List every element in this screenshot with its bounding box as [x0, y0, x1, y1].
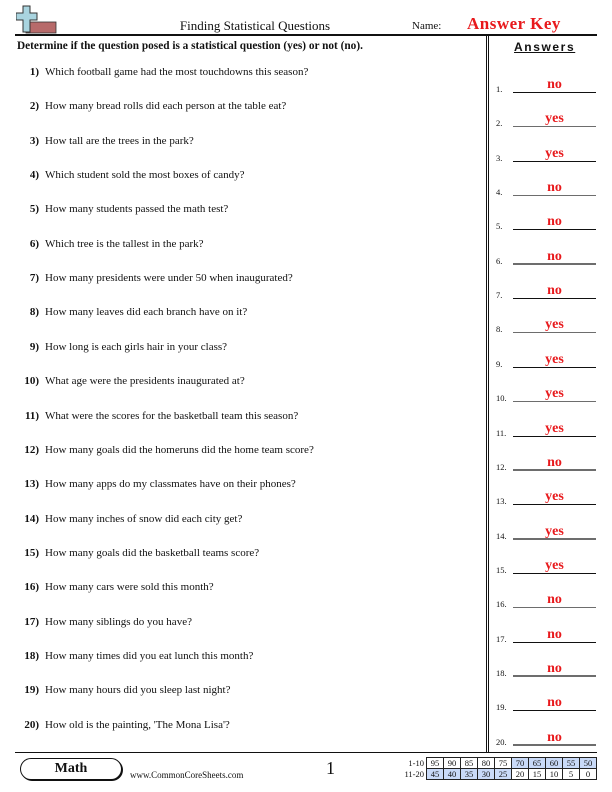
score-cell: 45	[427, 769, 444, 780]
question-number: 14)	[24, 512, 39, 525]
answer-number: 3.	[496, 152, 503, 163]
answer-number: 7.	[496, 290, 503, 301]
question-item	[0, 203, 480, 219]
score-cell: 70	[512, 758, 529, 769]
worksheet-title: Finding Statistical Questions	[179, 18, 331, 33]
score-table	[398, 757, 597, 780]
score-cell: 15	[529, 769, 546, 780]
answer-value: no	[547, 626, 562, 642]
question-item	[0, 581, 480, 597]
answer-number: 18.	[496, 667, 507, 678]
answer-value: no	[547, 454, 562, 470]
answer-number: 20.	[496, 736, 507, 747]
score-range-label: 1-10	[408, 758, 424, 768]
question-number: 18)	[24, 649, 39, 662]
score-cell: 25	[495, 769, 512, 780]
score-range-label: 11-20	[404, 769, 424, 779]
question-number: 17)	[24, 615, 39, 628]
score-cell: 40	[444, 769, 461, 780]
answer-item	[492, 281, 602, 301]
score-cell: 0	[580, 769, 597, 780]
answer-value: no	[547, 77, 562, 92]
question-text: How many bread rolls did each person at the table eat?	[45, 100, 287, 113]
subject-badge: Math	[20, 758, 122, 780]
question-number: 15)	[24, 546, 39, 559]
score-cell: 90	[444, 758, 461, 769]
answer-number: 8.	[496, 324, 503, 335]
score-cell: 10	[546, 769, 563, 780]
answer-number: 13.	[496, 496, 507, 507]
question-item	[0, 169, 480, 185]
question-number: 7)	[29, 272, 39, 285]
answer-number: 6.	[496, 255, 503, 266]
question-item	[0, 135, 480, 151]
question-item	[0, 513, 480, 529]
question-item	[0, 478, 480, 494]
score-cell: 60	[546, 758, 563, 769]
score-cell: 5	[563, 769, 580, 780]
answer-value: yes	[545, 386, 564, 402]
answer-value: no	[547, 248, 562, 264]
answer-number: 11.	[496, 427, 507, 438]
answer-value: yes	[545, 489, 564, 505]
question-text: How many leaves did each branch have on it?	[45, 306, 248, 319]
answer-value: no	[547, 592, 562, 608]
answer-number: 9.	[496, 358, 503, 369]
answer-number: 12.	[496, 461, 507, 472]
question-item	[0, 719, 480, 735]
question-number: 1)	[29, 66, 39, 78]
question-item	[0, 684, 480, 700]
question-text: Which student sold the most boxes of candy?	[45, 169, 245, 182]
question-item	[0, 616, 480, 632]
footer-divider	[15, 752, 597, 753]
score-row	[398, 769, 597, 780]
question-number: 11)	[24, 409, 39, 422]
question-text: How many hours did you sleep last night?	[45, 684, 231, 697]
answer-value: yes	[545, 420, 564, 436]
answer-number: 5.	[496, 221, 503, 232]
answer-item	[492, 384, 602, 404]
answer-value: yes	[545, 317, 564, 333]
question-number: 12)	[24, 443, 39, 456]
answer-item	[492, 728, 602, 748]
answer-item	[492, 315, 602, 335]
question-text: How many students passed the math test?	[45, 203, 229, 216]
answer-number: 14.	[496, 530, 507, 541]
answer-item	[492, 178, 602, 198]
question-text: What were the scores for the basketball team this season?	[45, 409, 299, 422]
answer-item	[492, 590, 602, 610]
question-text: How many times did you eat lunch this month?	[45, 649, 254, 662]
answer-number: 19.	[496, 702, 507, 713]
question-item	[0, 410, 480, 426]
answer-item	[492, 109, 602, 129]
score-cell: 75	[495, 758, 512, 769]
question-item	[0, 306, 480, 322]
answer-item	[492, 556, 602, 576]
answer-item	[492, 453, 602, 473]
score-cell: 30	[478, 769, 495, 780]
question-number: 10)	[24, 375, 39, 388]
instructions: Determine if the question posed is a statistical question (yes) or not (no).	[17, 40, 363, 52]
answer-value: no	[547, 695, 562, 711]
answer-item	[492, 487, 602, 507]
question-text: Which tree is the tallest in the park?	[45, 237, 204, 250]
score-cell: 95	[427, 758, 444, 769]
question-item	[0, 66, 480, 82]
answer-value: yes	[545, 145, 564, 161]
answer-value: yes	[545, 523, 564, 539]
answer-number: 17.	[496, 633, 507, 644]
answer-item	[492, 625, 602, 645]
answer-value: no	[547, 214, 562, 230]
header-divider	[15, 34, 597, 36]
score-cell: 80	[478, 758, 495, 769]
question-number: 13)	[24, 478, 39, 491]
score-cell: 85	[461, 758, 478, 769]
question-item	[0, 341, 480, 357]
answer-value: yes	[545, 111, 564, 127]
question-item	[0, 272, 480, 288]
answers-title: Answers	[514, 40, 576, 54]
answer-item	[492, 75, 602, 95]
answer-item	[492, 144, 602, 164]
column-divider	[486, 36, 489, 752]
question-text: How many inches of snow did each city get?	[45, 512, 243, 525]
question-item	[0, 547, 480, 563]
answer-number: 1.	[496, 84, 503, 94]
answer-item	[492, 522, 602, 542]
question-text: How old is the painting, 'The Mona Lisa'?	[45, 718, 230, 731]
question-text: How many siblings do you have?	[45, 615, 192, 628]
answer-item	[492, 212, 602, 232]
question-text: How many cars were sold this month?	[45, 581, 214, 594]
score-cell: 50	[580, 758, 597, 769]
score-cell: 20	[512, 769, 529, 780]
answer-item	[492, 350, 602, 370]
answer-value: no	[547, 660, 562, 676]
question-text: How many apps do my classmates have on their phones?	[45, 478, 296, 491]
name-value-answer-key: Answer Key	[467, 14, 561, 33]
answer-item	[492, 693, 602, 713]
question-number: 3)	[29, 134, 39, 147]
score-cell: 65	[529, 758, 546, 769]
question-text: What age were the presidents inaugurated at?	[45, 375, 245, 388]
page-number: 1	[326, 758, 335, 778]
question-item	[0, 238, 480, 254]
question-text: How many presidents were under 50 when inaugurated?	[45, 272, 293, 285]
answer-value: no	[547, 283, 562, 299]
question-item	[0, 444, 480, 460]
question-number: 19)	[24, 684, 39, 697]
answer-number: 4.	[496, 187, 503, 198]
answer-value: no	[547, 180, 562, 196]
answer-number: 2.	[496, 118, 503, 129]
question-item	[0, 375, 480, 391]
question-number: 9)	[29, 340, 39, 353]
answer-value: yes	[545, 351, 564, 367]
answer-item	[492, 659, 602, 679]
answer-item	[492, 247, 602, 267]
score-cell: 55	[563, 758, 580, 769]
answer-item	[492, 419, 602, 439]
answer-value: no	[547, 729, 562, 745]
question-number: 16)	[24, 581, 39, 594]
question-number: 6)	[29, 237, 39, 250]
score-row	[398, 758, 597, 769]
answer-number: 10.	[496, 393, 507, 404]
score-cell: 35	[461, 769, 478, 780]
answer-number: 15.	[496, 564, 507, 575]
question-number: 20)	[24, 718, 39, 731]
name-label: Name:	[412, 20, 442, 32]
question-number: 8)	[29, 306, 39, 319]
answer-number: 16.	[496, 599, 507, 610]
website-link[interactable]: www.CommonCoreSheets.com	[130, 770, 244, 780]
question-text: How many goals did the basketball teams score?	[45, 546, 260, 559]
question-item	[0, 100, 480, 116]
question-number: 4)	[29, 169, 39, 182]
question-text: How long is each girls hair in your class?	[45, 340, 228, 353]
answer-value: yes	[545, 557, 564, 573]
question-text: Which football game had the most touchdowns this season?	[45, 66, 309, 78]
question-item	[0, 650, 480, 666]
question-number: 5)	[29, 203, 39, 216]
question-number: 2)	[29, 100, 39, 113]
question-text: How many goals did the homeruns did the home team score?	[45, 443, 314, 456]
question-text: How tall are the trees in the park?	[45, 134, 194, 147]
